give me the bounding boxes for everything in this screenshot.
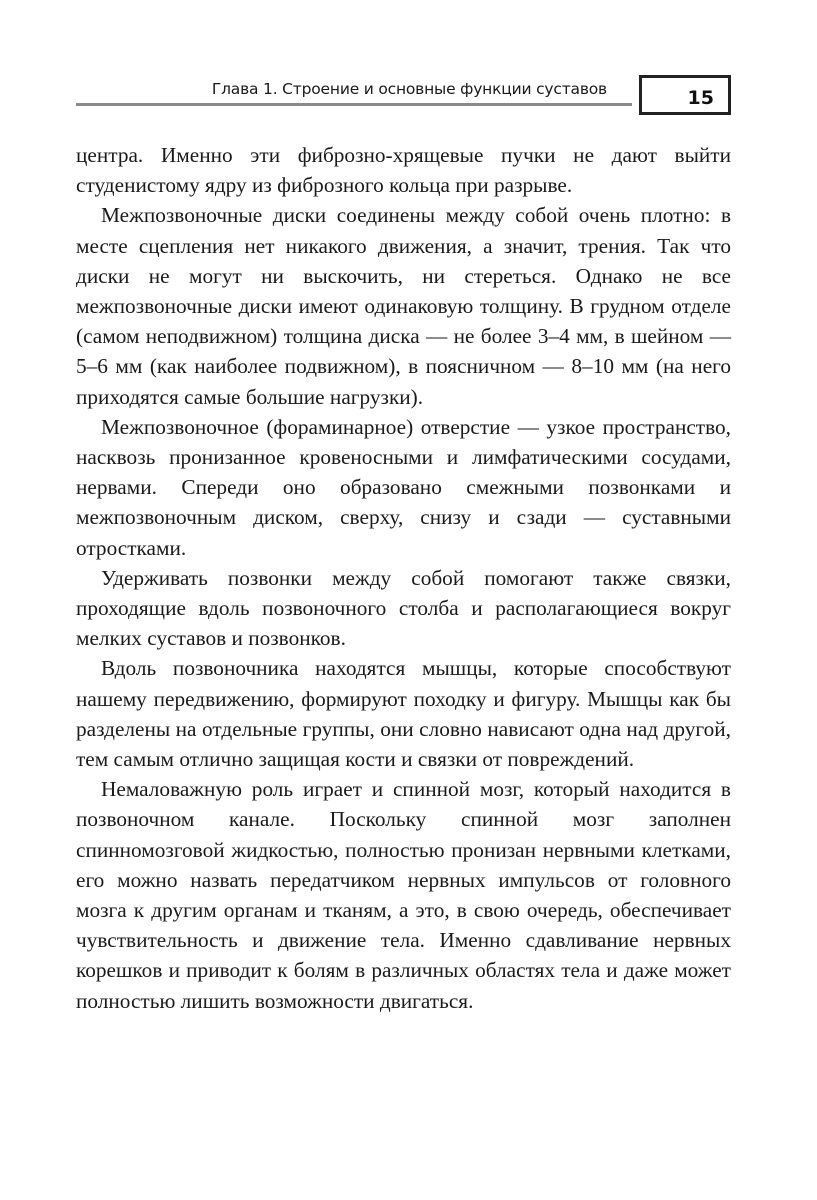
body-text [76,140,731,1016]
running-header [76,74,731,120]
paragraph: Межпозвоночные диски соединены между собой очень плотно: в месте сцепления нет никакого движения, а значит, трения. Так что диски не могут ни выскочить, ни стереться. Однако не все межпозвоночные диски имеют одинаковую толщину. В грудном отделе (самом неподвижном) толщина диска — не более 3–4 мм, в шейном — 5–6 мм (как наиболее подвижном), в поясничном — 8–10 мм (на него приходятся самые большие нагрузки). [76,203,731,409]
paragraph: центра. Именно эти фиброзно-хрящевые пучки не дают выйти студенистому ядру из фиброзного кольца при разрыве. [76,143,731,198]
header-rule [76,103,632,106]
paragraph: Межпозвоночное (фораминарное) отверстие — узкое пространство, насквозь пронизанное кровеносными и лимфатическими сосудами, нервами. Спереди оно образовано смежными позвонками и межпозвоночным диском, сверху, снизу и сзади — суставными отростками. [76,414,731,560]
page-number: 15 [687,87,714,109]
paragraph: Немаловажную роль играет и спинной мозг, который находится в позвоночном канале. Поскольку спинной мозг заполнен спинномозговой жидкостью, полностью пронизан нервными клетками, его можно назвать передатчиком нервных импульсов от головного мозга к другим органам и тканям, а это, в свою очередь, обеспечивает чувствительность и движение тела. Именно сдавливание нервных корешков и приводит к болям в различных областях тела и даже может полностью лишить возможности двигаться. [76,777,731,1013]
chapter-title: Глава 1. Строение и основные функции суставов [211,80,607,98]
paragraph: Удерживать позвонки между собой помогают также связки, проходящие вдоль позвоночного столба и располагающиеся вокруг мелких суставов и позвонков. [76,565,731,651]
paragraph: Вдоль позвоночника находятся мышцы, которые способствуют нашему передвижению, формируют походку и фигуру. Мышцы как бы разделены на отдельные группы, они словно нависают одна над другой, тем самым отлично защищая кости и связки от повреждений. [76,656,731,772]
page-number-box [639,75,731,115]
